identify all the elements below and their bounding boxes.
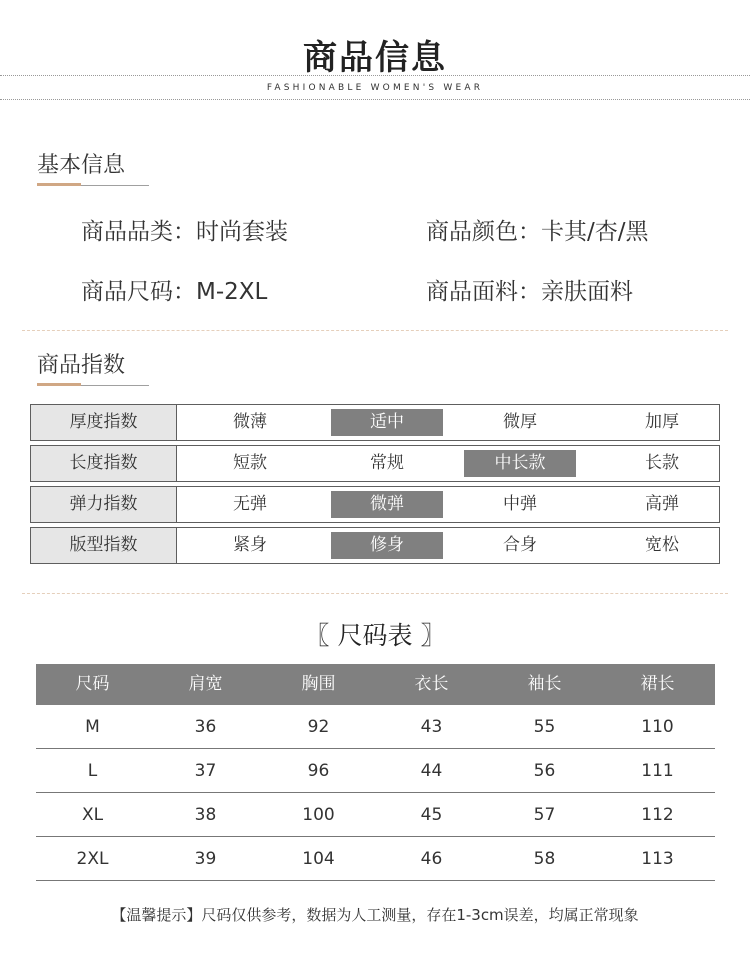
table-cell: M [85,717,100,737]
header-divider-bottom [0,99,750,100]
table-cell: 39 [194,849,217,869]
page-subtitle: FASHIONABLE WOMEN'S WEAR [266,83,484,93]
table-row [36,705,715,749]
table-cell: 113 [641,849,674,869]
section-separator [22,330,728,331]
table-cell: 2XL [76,849,109,869]
info-color: 商品颜色：卡其/杏/黑 [426,219,649,245]
index-row [30,486,720,523]
table-cell: 57 [533,805,556,825]
table-row [36,749,715,793]
size-table-header-cell: 胸围 [301,674,336,694]
table-cell: 45 [420,805,443,825]
index-option: 短款 [233,453,267,473]
index-accent [37,383,81,386]
table-cell: 43 [420,717,443,737]
index-row-label: 厚度指数 [31,405,177,440]
size-table-title: 〖 尺码表 〗 [304,621,446,650]
size-table-header-cell: 肩宽 [188,674,223,694]
info-category: 商品品类：时尚套装 [81,219,288,245]
table-cell: 58 [533,849,556,869]
index-option: 微薄 [233,412,267,432]
info-size: 商品尺码：M-2XL [81,279,268,305]
basic-info-title: 基本信息 [37,153,126,178]
table-cell: 96 [307,761,330,781]
size-note: 【温馨提示】尺码仅供参考，数据为人工测量，存在1-3cm误差，均属正常现象 [111,906,639,924]
index-option-selected: 中长款 [464,450,576,477]
index-option: 长款 [645,453,679,473]
table-cell: 110 [641,717,674,737]
table-cell: 46 [420,849,443,869]
table-cell: 56 [533,761,556,781]
index-option: 紧身 [233,535,267,555]
header-divider-top [0,75,750,76]
table-cell: 100 [302,805,335,825]
table-cell: 36 [194,717,217,737]
table-cell: 55 [533,717,556,737]
table-cell: 111 [641,761,674,781]
index-row [30,404,720,441]
size-table-header-cell: 尺码 [75,674,110,694]
index-option: 无弹 [233,494,267,514]
size-table-header-cell: 袖长 [527,674,562,694]
table-cell: 38 [194,805,217,825]
table-cell: 44 [420,761,443,781]
table-cell: 37 [194,761,217,781]
index-option: 常规 [370,453,404,473]
index-row [30,445,720,482]
index-option: 中弹 [503,494,537,514]
index-option: 宽松 [645,535,679,555]
index-option-selected: 修身 [331,532,443,559]
index-option: 加厚 [645,412,679,432]
size-table-header-cell: 裙长 [640,674,675,694]
table-cell: 92 [307,717,330,737]
size-table-header-cell: 衣长 [414,674,449,694]
size-table-header [36,664,715,705]
index-option-selected: 微弹 [331,491,443,518]
index-row-label: 弹力指数 [31,487,177,522]
index-option: 微厚 [503,412,537,432]
index-option: 合身 [503,535,537,555]
page-title: 商品信息 [303,38,447,78]
index-row-label: 版型指数 [31,528,177,563]
table-cell: L [87,761,98,781]
index-row-label: 长度指数 [31,446,177,481]
index-title: 商品指数 [37,353,126,378]
index-option-selected: 适中 [331,409,443,436]
index-option: 高弹 [645,494,679,514]
index-row [30,527,720,564]
table-cell: XL [81,805,104,825]
section-separator [22,593,728,594]
info-fabric: 商品面料：亲肤面料 [426,279,633,305]
table-row [36,793,715,837]
table-cell: 104 [302,849,335,869]
table-row [36,837,715,881]
table-cell: 112 [641,805,674,825]
basic-info-accent [37,183,81,186]
